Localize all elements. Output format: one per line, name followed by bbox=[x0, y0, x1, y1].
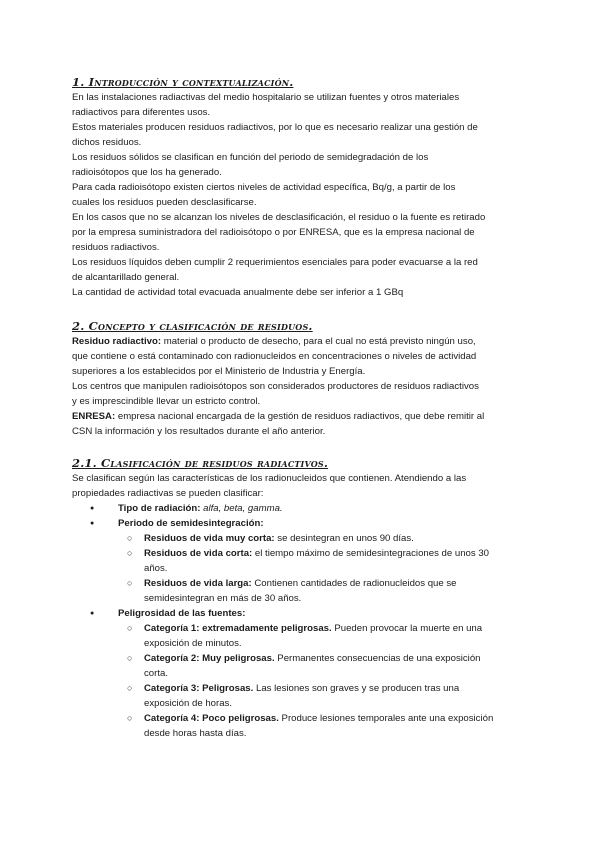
sub-item-label: Categoría 4: Poco peligrosas. bbox=[144, 713, 279, 724]
sub-item-label: Categoría 3: Peligrosas. bbox=[144, 683, 254, 694]
sub-item-text: años. bbox=[144, 563, 168, 574]
paragraph bbox=[72, 180, 536, 210]
text-line: Los residuos líquidos deben cumplir 2 requerimientos esenciales para poder evacuarse a la red bbox=[72, 257, 478, 268]
text-line: dichos residuos. bbox=[72, 137, 142, 148]
definition-residuo-radiactivo bbox=[72, 334, 536, 379]
text-line: superiores a los establecidos por el Ministerio de Industria y Energía. bbox=[72, 366, 366, 377]
sub-list-item bbox=[72, 651, 536, 681]
paragraph bbox=[72, 255, 536, 285]
text-line: propiedades radiactivas se pueden clasificar: bbox=[72, 488, 264, 499]
text-line: Se clasifican según las características de los radionucleidos que contienen. Atendiendo a las bbox=[72, 473, 467, 484]
sub-list-item bbox=[72, 681, 536, 711]
sub-item-text: desde horas hasta días. bbox=[144, 728, 247, 739]
definition-text: material o producto de desecho, para el cual no está previsto ningún uso, bbox=[161, 336, 476, 347]
text-line: de alcantarillado general. bbox=[72, 272, 180, 283]
text-line: radioisótopos que los ha generado. bbox=[72, 167, 222, 178]
sub-item-label: Residuos de vida muy corta: bbox=[144, 533, 275, 544]
paragraph bbox=[72, 379, 536, 409]
definition-text: empresa nacional encargada de la gestión de residuos radiactivos, que debe remitir al bbox=[115, 411, 485, 422]
section-2-body bbox=[72, 334, 536, 439]
text-line bbox=[72, 409, 536, 424]
list-item-peligrosidad bbox=[72, 606, 536, 741]
definition-term: ENRESA: bbox=[72, 411, 116, 422]
paragraph bbox=[72, 150, 536, 180]
paragraph bbox=[72, 210, 536, 255]
sub-item-text: corta. bbox=[144, 668, 168, 679]
sub-item-label: Residuos de vida corta: bbox=[144, 548, 253, 559]
text-line: que contiene o está contaminado con radionucleidos en concentraciones o niveles de actividad bbox=[72, 351, 477, 362]
paragraph bbox=[72, 285, 536, 300]
sub-item-text: el tiempo máximo de semidesintegraciones de unos 30 bbox=[252, 548, 490, 559]
sub-item-text: Permanentes consecuencias de una exposición bbox=[274, 653, 481, 664]
sub-item-text: exposición de minutos. bbox=[144, 638, 242, 649]
sub-list-periodo bbox=[118, 531, 536, 606]
text-line: Los residuos sólidos se clasifican en función del periodo de semidegradación de los bbox=[72, 152, 429, 163]
sub-item-text: Contienen cantidades de radionucleidos que se bbox=[251, 578, 457, 589]
list-item-label: Peligrosidad de las fuentes: bbox=[118, 608, 246, 619]
text-line bbox=[72, 334, 536, 349]
sub-item-text: Pueden provocar la muerte en una bbox=[331, 623, 483, 634]
section-1-body bbox=[72, 90, 536, 300]
text-line: residuos radiactivos. bbox=[72, 242, 160, 253]
list-item-label: Periodo de semidesintegración: bbox=[118, 518, 264, 529]
text-line: La cantidad de actividad total evacuada anualmente debe ser inferior a 1 GBq bbox=[72, 287, 404, 298]
text-line: En los casos que no se alcanzan los niveles de desclasificación, el residuo o la fuente es retirado bbox=[72, 212, 486, 223]
sub-list-item bbox=[72, 531, 536, 546]
section-2-1-body bbox=[72, 471, 536, 741]
sub-item-text: se desintegran en unos 90 días. bbox=[274, 533, 414, 544]
sub-list-item bbox=[72, 621, 536, 651]
text-line: Los centros que manipulen radioisótopos son considerados productores de residuos radiactivos bbox=[72, 381, 479, 392]
sub-list-peligrosidad bbox=[118, 621, 536, 741]
list-item-tipo-radiacion bbox=[72, 501, 536, 516]
sub-item-label: Residuos de vida larga: bbox=[144, 578, 252, 589]
list-item-label: Tipo de radiación: bbox=[118, 503, 201, 514]
section-2-heading: 2. Concepto y clasificación de residuos. bbox=[72, 319, 313, 333]
list-item-text: alfa, beta, gamma. bbox=[200, 503, 283, 514]
list-item-periodo bbox=[72, 516, 536, 606]
sub-item-label: Categoría 1: extremadamente peligrosas. bbox=[144, 623, 332, 634]
sub-list-item bbox=[72, 546, 536, 576]
text-line: radiactivos para diferentes usos. bbox=[72, 107, 211, 118]
text-line: En las instalaciones radiactivas del medio hospitalario se utilizan fuentes y otros materiales bbox=[72, 92, 460, 103]
paragraph bbox=[72, 120, 536, 150]
definition-enresa bbox=[72, 409, 536, 439]
sub-item-label: Categoría 2: Muy peligrosas. bbox=[144, 653, 275, 664]
text-line: cuales los residuos pueden desclasificarse. bbox=[72, 197, 257, 208]
section-1-heading: 1. Introducción y contextualización. bbox=[72, 75, 294, 89]
sub-item-text: Las lesiones son graves y se producen tras una bbox=[253, 683, 460, 694]
sub-item-text: Produce lesiones temporales ante una exposición bbox=[278, 713, 494, 724]
text-line: Para cada radioisótopo existen ciertos niveles de actividad específica, Bq/g, a partir de los bbox=[72, 182, 456, 193]
sub-item-text: semidesintegran en más de 30 años. bbox=[144, 593, 302, 604]
text-line: Estos materiales producen residuos radiactivos, por lo que es necesario realizar una gestión de bbox=[72, 122, 478, 133]
text-line: y es imprescindible llevar un estricto control. bbox=[72, 396, 261, 407]
sub-item-text: exposición de horas. bbox=[144, 698, 232, 709]
paragraph bbox=[72, 90, 536, 120]
text-line: por la empresa suministradora del radioisótopo o por ENRESA, que es la empresa nacional de bbox=[72, 227, 475, 238]
text-line: CSN la información y los resultados durante el año anterior. bbox=[72, 426, 326, 437]
sub-list-item bbox=[72, 711, 536, 741]
definition-term: Residuo radiactivo: bbox=[72, 336, 162, 347]
sub-list-item bbox=[72, 576, 536, 606]
section-2-1-heading: 2.1. Clasificación de residuos radiactivos. bbox=[72, 456, 329, 470]
classification-list bbox=[72, 501, 536, 741]
